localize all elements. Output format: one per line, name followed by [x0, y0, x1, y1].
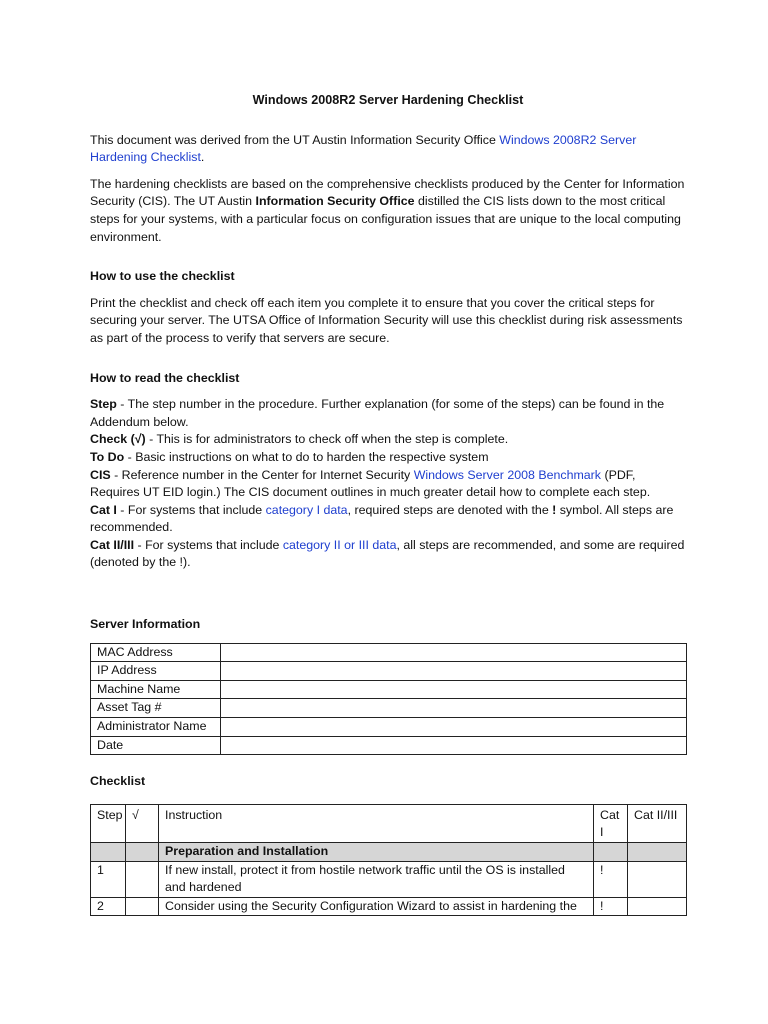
term-cis: CIS [90, 467, 111, 482]
section-cell-empty [594, 843, 628, 862]
how-to-read-heading: How to read the checklist [90, 370, 240, 385]
spacer [90, 572, 686, 616]
hardening-text-2: distilled the CIS lists down to the most critical steps for your systems, with a particular focus on configuration issues that are unique to the local computing environment. [90, 194, 681, 244]
term-check: Check (√) [90, 432, 146, 447]
hardening-paragraph [90, 176, 686, 246]
table-row [91, 699, 687, 718]
intro-text: This document was derived from the UT Austin Information Security Office [90, 132, 500, 147]
desc-cat23-1: - For systems that include [134, 537, 283, 552]
checklist-source-link[interactable]: Windows 2008R2 Server Hardening Checklist [90, 132, 637, 165]
ip-address-field[interactable] [221, 662, 687, 681]
server-information-heading: Server Information [90, 617, 201, 632]
term-cat1: Cat I [90, 502, 117, 517]
section-cell-empty [91, 843, 126, 862]
column-header-cat1: Cat I [594, 804, 628, 842]
step-number: 1 [91, 861, 126, 897]
check-cell[interactable] [126, 897, 159, 916]
label-administrator-name: Administrator Name [91, 718, 221, 737]
desc-cis-2: (PDF, Requires UT EID login.) The CIS document outlines in much greater detail how to complete each step. [90, 467, 651, 500]
label-asset-tag: Asset Tag # [91, 699, 221, 718]
cat1-mark: ! [594, 897, 628, 916]
table-row [91, 897, 687, 916]
cat23-mark [628, 897, 687, 916]
document-page [90, 92, 686, 916]
how-to-use-heading: How to use the checklist [90, 269, 235, 284]
table-row [91, 736, 687, 755]
desc-cat1-1: - For systems that include [116, 502, 266, 517]
section-title: Preparation and Installation [159, 843, 594, 862]
table-row [91, 662, 687, 681]
section-row [91, 843, 687, 862]
definition-cat23 [90, 537, 686, 572]
definition-todo [90, 449, 686, 467]
check-cell[interactable] [126, 861, 159, 897]
desc-cis-1: - Reference number in the Center for Internet Security [110, 467, 414, 482]
table-row [91, 718, 687, 737]
cat1-mark: ! [594, 861, 628, 897]
step-number: 2 [91, 897, 126, 916]
instruction-text: Consider using the Security Configuration Wizard to assist in hardening the [159, 897, 594, 916]
desc-step: - The step number in the procedure. Further explanation (for some of the steps) can be found in the Addendum below. [90, 397, 665, 429]
checklist-header-row [91, 804, 687, 842]
checklist-heading: Checklist [90, 774, 146, 789]
definition-cis [90, 467, 686, 502]
desc-cat1-3: symbol. All steps are recommended. [90, 502, 674, 535]
label-machine-name: Machine Name [91, 680, 221, 699]
how-to-use-paragraph: Print the checklist and check off each item you complete it to ensure that you cover the critical steps for securing your server. The UTSA Office of Information Security will use this checklist during risk assessments as part of the process to verify that servers are secure. [90, 295, 683, 345]
table-row [91, 643, 687, 662]
term-step: Step [90, 397, 117, 412]
desc-cat23-2: , all steps are recommended, and some are required (denoted by the !). [90, 537, 685, 570]
intro-paragraph [90, 132, 686, 167]
iso-bold-text: Information Security Office [255, 194, 415, 209]
asset-tag-field[interactable] [221, 699, 687, 718]
cis-benchmark-link[interactable]: Windows Server 2008 Benchmark [413, 467, 602, 482]
label-mac-address: MAC Address [91, 643, 221, 662]
checklist-table [90, 804, 687, 917]
label-ip-address: IP Address [91, 662, 221, 681]
section-cell-empty [628, 843, 687, 862]
definition-list [90, 396, 686, 572]
category-1-data-link[interactable]: category I data [265, 502, 348, 517]
desc-todo: - Basic instructions on what to do to harden the respective system [124, 449, 489, 464]
definition-cat1 [90, 502, 686, 537]
table-row [91, 861, 687, 897]
hardening-text-1: The hardening checklists are based on the comprehensive checklists produced by the Center for Information Security (CIS). The UT Austin [90, 176, 685, 209]
column-header-step: Step [91, 804, 126, 842]
required-mark: ! [552, 502, 557, 517]
cat23-mark [628, 861, 687, 897]
date-field[interactable] [221, 736, 687, 755]
term-cat23: Cat II/III [90, 537, 135, 552]
intro-end: . [200, 150, 205, 165]
document-title: Windows 2008R2 Server Hardening Checklist [252, 93, 524, 107]
instruction-text: If new install, protect it from hostile network traffic until the OS is installed and hardened [159, 861, 594, 897]
category-2-3-data-link[interactable]: category II or III data [282, 537, 397, 552]
label-date: Date [91, 736, 221, 755]
section-cell-empty [126, 843, 159, 862]
administrator-name-field[interactable] [221, 718, 687, 737]
term-todo: To Do [90, 449, 125, 464]
desc-cat1-2: , required steps are denoted with the [347, 502, 553, 517]
server-information-table [90, 643, 687, 756]
machine-name-field[interactable] [221, 680, 687, 699]
column-header-cat23: Cat II/III [628, 804, 687, 842]
desc-check: - This is for administrators to check off when the step is complete. [145, 432, 509, 447]
definition-check [90, 431, 686, 449]
definition-step [90, 396, 686, 431]
column-header-instruction: Instruction [159, 804, 594, 842]
column-header-check: √ [126, 804, 159, 842]
table-row [91, 680, 687, 699]
mac-address-field[interactable] [221, 643, 687, 662]
